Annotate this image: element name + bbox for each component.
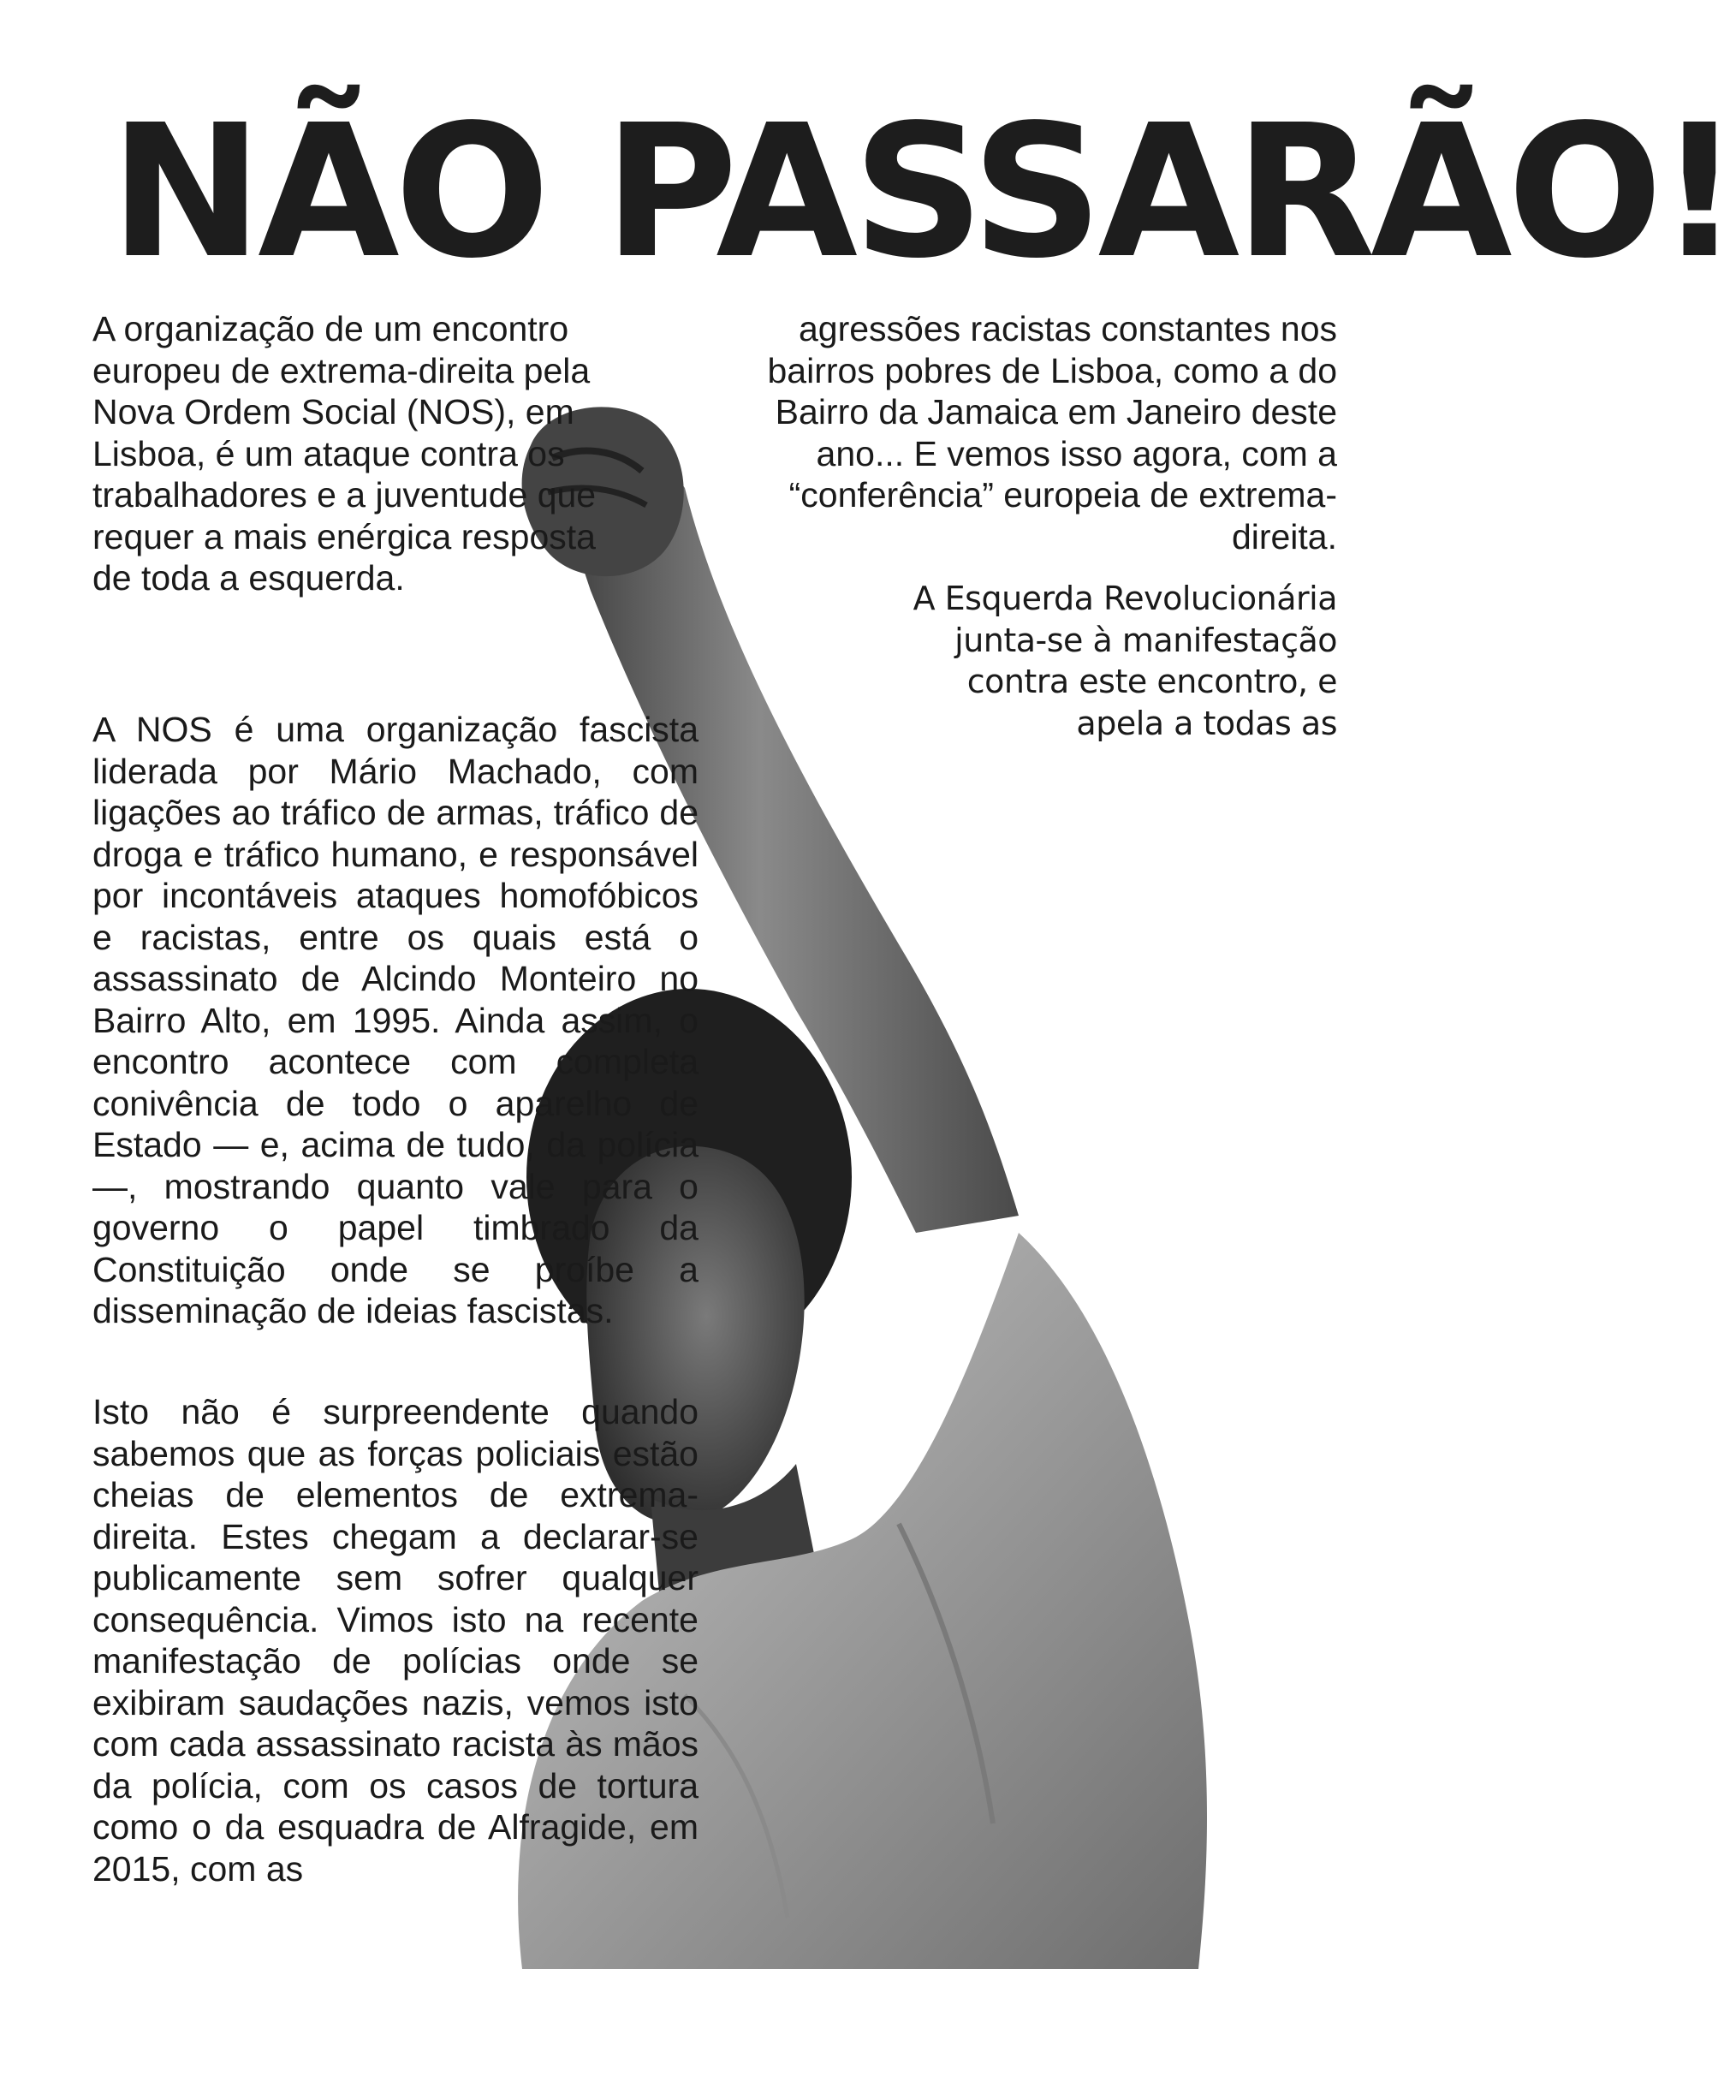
paragraph-call-to-action: A Esquerda Revolucionária junta-se à manifestação contra este encontro, e apela a todas as (913, 580, 1337, 742)
headline: NÃO PASSARÃO! (110, 86, 1736, 299)
paragraph-intro: A organização de um encontro europeu de extrema-direita pela Nova Ordem Social (NOS), em Lisboa, é um ataque contra os trabalhadores e a juventude que requer a mais enérgica resposta de toda a esquerda. (92, 309, 597, 598)
paragraph-aggressions: agressões racistas constantes nos bairros pobres de Lisboa, como a do Bairro da Jamaica em Janeiro deste ano... E vemos isso agora, com a “conferência” europeia de extrema-direita. (767, 309, 1337, 556)
paragraph-police: Isto não é surpreendente quando sabemos que as forças policiais estão cheias de elementos de extrema-direita. Estes chegam a declarar-se publicamente sem sofrer qualquer consequência. Vimos isto na recente manifestação de polícias onde se exibiram saudações nazis, vemos isto com cada assassinato racista às mãos da polícia, com os casos de tortura como o da esquadra de Alfragide, em 2015, com as (92, 1392, 699, 1889)
paragraph-nos: A NOS é uma organização fascista liderada por Mário Machado, com ligações ao tráfico de armas, tráfico de droga e tráfico humano, e responsável por incontáveis ataques homofóbicos e racistas, entre os quais está o assassinato de Alcindo Monteiro no Bairro Alto, em 1995. Ainda assim, o encontro acontece com completa conivência de todo o aparelho de Estado — e, acima de tudo, da polícia —, mostrando quanto vale para o governo o papel timbrado da Constituição onde se proíbe a disseminação de ideias fascistas. (92, 710, 699, 1330)
